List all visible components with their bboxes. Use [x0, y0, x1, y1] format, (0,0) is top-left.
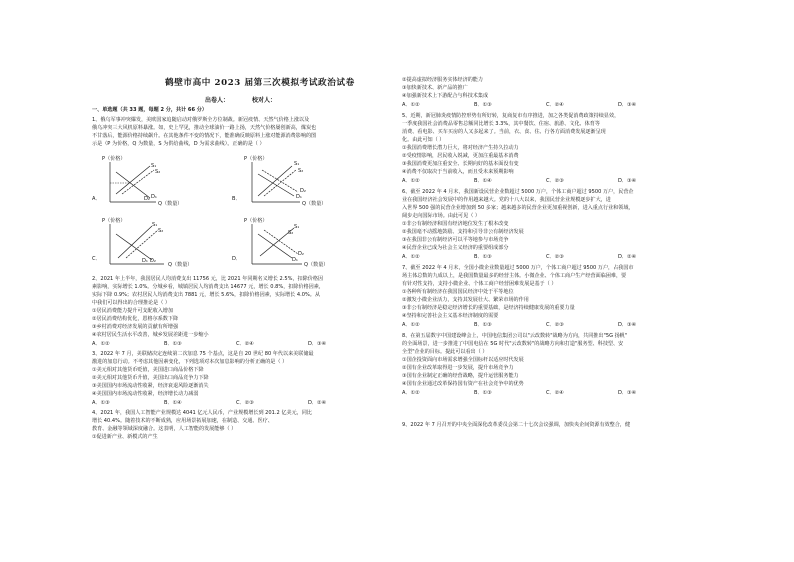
answer-option: B．①③ — [474, 102, 492, 108]
question-line: ③非公有制经济是稳定经济增长的重要基础，是经济持续健康发展的重要力量 — [402, 305, 575, 311]
question-line: ③美国国内市场流动性收紧，经济衰退风险逐渐消失 — [92, 383, 209, 389]
question-line: 中我们可以得出的合理推论是（ ） — [92, 300, 171, 306]
question-line: 2、2021 年上半年，我国居民人均消费支出 11756 元，比 2021 年同期名义增长 2.5%，扣除价格因 — [92, 276, 324, 282]
axis-label-x: Q（数量） — [304, 262, 329, 268]
question-line: ④坚持和完善社会主义基本经济制度的需要 — [402, 313, 499, 319]
question-line: 场主体总数的九成以上，是我国数量最多的经营主体。小微企业、个体工商户生产经营面临困难，要 — [402, 273, 627, 279]
answer-option: B．①③ — [474, 390, 492, 396]
question-line: 化。由此可知（ ） — [402, 137, 445, 143]
answer-option: D．②④ — [618, 254, 637, 260]
question-line: ②我国毫不动摇地鼓励、支持和引导非公有制经济发展 — [402, 229, 524, 235]
answer-option: A．①② — [402, 102, 420, 108]
question-line: 有针对性支持，支持小微企业、个体工商户经营困难发展是基于（ ） — [402, 281, 557, 287]
question-line: ④国有企业通过改革保持国有资产在社会竞争中的优势 — [402, 381, 524, 387]
question-line: 3、2022 年 7 月，美联储决定连续第二次加息 75 个基点，这是自 20 世纪 80 年代以来美联储最 — [92, 351, 314, 357]
answer-option: B．①③ — [474, 254, 492, 260]
curve-label: S₁ — [294, 161, 300, 167]
question-line: ②受疫情影响，居民收入锐减，更加注重最基本消费 — [402, 153, 519, 159]
question-line: ③加快新技术、新产品的推广 — [402, 85, 468, 91]
question-line: 8、在第五届数字中国建设峰会上，中国电信集团公司以"云改数转"战略为方向，共同推出"5G 扬帆" — [402, 333, 628, 339]
question-line: ①各种所有制经济在我国国民经济中处于平等地位 — [402, 289, 514, 295]
question-line: 教育、金融等领域深度融合。这表明，人工智能的发展能够（ ） — [92, 426, 237, 432]
axis-label-y: P（价格） — [102, 156, 126, 162]
answer-option: B．①③ — [164, 341, 182, 347]
question-line: ②美元相对其他货币升值，美国出口商品竞争力下降 — [92, 375, 209, 381]
question-line: 1、俄乌军事冲突爆发，美欧国家追随启动对俄罗斯全方位制裁。新冠疫情、天然气价格上涨以及 — [92, 117, 310, 123]
answer-option: D．③④ — [618, 102, 637, 108]
curve-label: D₁ — [151, 194, 157, 200]
question-line: ②激发小微企业活力，支持其发展壮大、繁荣市场的作用 — [402, 297, 529, 303]
option-letter: D． — [232, 256, 242, 262]
axis-label-x: Q（数量） — [158, 201, 183, 207]
question-line: ④美国国内市场流动性收紧，经济增长动力减弱 — [92, 391, 199, 397]
curve-label: S₂ — [288, 230, 294, 236]
section-heading: 一、单选题（共 33 题，每题 2 分，共计 66 分） — [92, 107, 207, 113]
answer-option: D．③④ — [618, 178, 637, 184]
answer-option: B．①④ — [164, 400, 182, 406]
question-line: 示是（P 为价格，Q 为数量，S 为供给曲线，D 为需求曲线）。正确的是（ ） — [92, 141, 265, 147]
axis-label-y: P（价格） — [244, 218, 268, 224]
curve-label: S₁ — [152, 222, 158, 228]
curve-label: D₂ — [300, 188, 306, 194]
question-line: ④农村居民生活水平改善，城乡发展差距进一步缩小 — [92, 332, 209, 338]
question-line: 9、2022 年 7 月召开的中央全面深化改革委员会第二十七次会议强调，加快央企间资源有效整合，健 — [402, 422, 631, 428]
answer-option: C．②④ — [546, 102, 564, 108]
answer-option: A．①② — [402, 322, 420, 328]
axis-label-x: Q（数量） — [302, 201, 327, 207]
question-line: 实际下降 0.9%；农村居民人均消费支出 7881 元，增长 5.6%，扣除价格因素，实际增长 4.0%。从 — [92, 292, 320, 298]
question-line: 入世界 500 强的民营企业增加到 50 多家；越来越多的民营企业更加重视创新，进入重点行业和领域， — [402, 205, 634, 211]
question-line: 俄乌冲突三大风机原料暴涨。如，史上罕见，推动全球油价一路上扬，天然气价格屡创新高，煤炭也 — [92, 125, 317, 131]
axis-label-y: P（价格） — [244, 156, 268, 162]
axis-label-x: Q（数量） — [168, 262, 193, 268]
question-line: ②居民消费结构优化，恩格尔系数下降 — [92, 316, 179, 322]
answer-option: C．②④ — [546, 390, 564, 396]
answer-option: D．③④ — [618, 322, 637, 328]
answer-option: B．①④ — [474, 178, 492, 184]
question-line: ①非公有制经济和国有经济地位发生了根本改变 — [402, 221, 509, 227]
answer-option: A．①② — [402, 390, 420, 396]
answer-option: C．②③ — [236, 400, 254, 406]
setter-label: 出卷人： — [205, 97, 230, 104]
question-line: ①美元相对其他货币贬值，美国进口商品价格下降 — [92, 367, 204, 373]
option-letter: C． — [92, 256, 101, 262]
question-line: ①国企投资面向市场需求增强全国标杆以适应时代发展 — [402, 357, 524, 363]
question-line: ①促进新产业、新模式的产生 — [92, 434, 158, 440]
question-line: 不甘落后，能源价格持续飙升。在其他条件不变的情况下，能准确反映原料上涨对能源消费影响的图 — [92, 133, 317, 139]
question-line: ③我国消费更加注重安全、长期向好的基本面没有变 — [402, 161, 519, 167]
curve-label: D₂ — [298, 251, 304, 257]
question-line: 全型"企业的目标。提此可以看出（ ） — [402, 349, 488, 355]
curve-label: D₂ — [150, 258, 156, 264]
supply-demand-graph-c — [92, 216, 232, 274]
curve-label: S₂ — [298, 168, 304, 174]
answer-option: C．②③ — [546, 254, 564, 260]
answer-option: D．③④ — [308, 341, 327, 347]
question-line: ④加强新技术上下游配合与科技术集成 — [402, 93, 489, 99]
question-line: 消费、看电影、买车买房的人又多起来了。当前，衣、食、住、行各方面消费发展逐渐呈现 — [402, 129, 606, 135]
question-line: ④民营企业已成为社会主义经济的重要组成部分 — [402, 245, 509, 251]
question-line: 5、近期，新冠肺炎疫情防控形势有所好转，复商复市有序推进，加之各类促消费政策持续显效， — [402, 113, 620, 119]
option-letter: A． — [92, 196, 101, 202]
axis-label-y: P（价格） — [102, 218, 126, 224]
answer-option: C．②③ — [546, 178, 564, 184]
question-line: ①居民消费能力提升可支配收入增加 — [92, 308, 173, 314]
question-line: 6、截至 2022 年 4 月末，我国新设民营企业数超过 5000 万户，个体工商户超过 9500 万户，民营企 — [402, 189, 634, 195]
question-line: 业在我国经济社会发展中的作用越来越大。党的十八大以来，我国民营企业规模逐步扩大，进 — [402, 197, 611, 203]
question-line: ③在我国非公有制经济可以平等地参与市场竞争 — [402, 237, 509, 243]
question-line: ①我国消费增长潜力巨大，将对经济产生持久拉动力 — [402, 145, 519, 151]
question-line: 激进的加息行动。不考虑其他因素变化，下列选项对本次加息影响的分析正确的是（ ） — [92, 359, 288, 365]
curve-label: S₁ — [151, 163, 157, 169]
curve-label: D₁ — [296, 194, 302, 200]
question-line: 的全面场景，进一步推进了中国电信在 5G 时代"云改数转"的战略方向和打造"服务型、科技型、安 — [402, 341, 624, 347]
option-letter: B． — [232, 196, 241, 202]
answer-option: C．②③ — [546, 322, 564, 328]
answer-option: C．②④ — [236, 341, 254, 347]
question-line: ②提高虚拟经济服务实体经济的能力 — [402, 77, 483, 83]
answer-option: A．①② — [92, 341, 110, 347]
question-line: 素影响，实际增长 1.0%。分城乡看，城镇居民人均消费支出 14677 元，增长 0.8%，扣除价格因素， — [92, 284, 324, 290]
curve-label: S₁ — [294, 224, 300, 230]
question-line: 4、2021 年，我国人工智能产业规模达 4041 亿元人民币，产业规模增长到 201.2 亿美元，同比 — [92, 410, 312, 416]
supply-demand-graph-d — [232, 216, 372, 274]
question-line: ②国有企业改革取得进一步发展，提升市场竞争力 — [402, 365, 514, 371]
question-line: ③乡村消费对经济发展的贡献有所增强 — [92, 324, 179, 330]
answer-option: A．①③ — [92, 400, 110, 406]
question-line: ③国有企业制定正确的经营战略，提升运营服务能力 — [402, 373, 519, 379]
answer-option: B．①③ — [474, 322, 492, 328]
question-line: 7、截至 2022 年 4 月末，全国小微企业数量超过 5000 万户，个体工商户超过 9500 万户，占我国市 — [402, 265, 634, 271]
question-line: 增长 40.4%。随着技术的不断成熟，应用场景拓展加速，在制造、交通、医疗、 — [92, 418, 273, 424]
answer-option: D．②④ — [308, 400, 327, 406]
question-line: 阔步走向国际市场。由此可见（ ） — [402, 213, 481, 219]
curve-label: D₂ — [144, 196, 150, 202]
question-line: 一季度我国社会消费品零售总额同比增长 3.3%，其中餐饮、住宿、旅游、文化、体育等 — [402, 121, 600, 127]
curve-label: D₁ — [142, 258, 148, 264]
answer-option: D．③④ — [618, 390, 637, 396]
curve-label: S₂ — [158, 228, 164, 234]
reviewer-label: 校对人： — [252, 97, 277, 104]
question-line: ④消费不仅取决于当前收入，而且受未来预期影响 — [402, 169, 514, 175]
exam-title: 鹤壁市高中 2023 届第三次模拟考试政治试卷 — [165, 78, 355, 88]
supply-demand-graph-a — [92, 152, 222, 214]
curve-label: D₁ — [292, 257, 298, 263]
curve-label: S₂ — [155, 169, 161, 175]
answer-option: A．①② — [402, 178, 420, 184]
supply-demand-graph-b — [232, 152, 372, 214]
answer-option: A．①② — [402, 254, 420, 260]
